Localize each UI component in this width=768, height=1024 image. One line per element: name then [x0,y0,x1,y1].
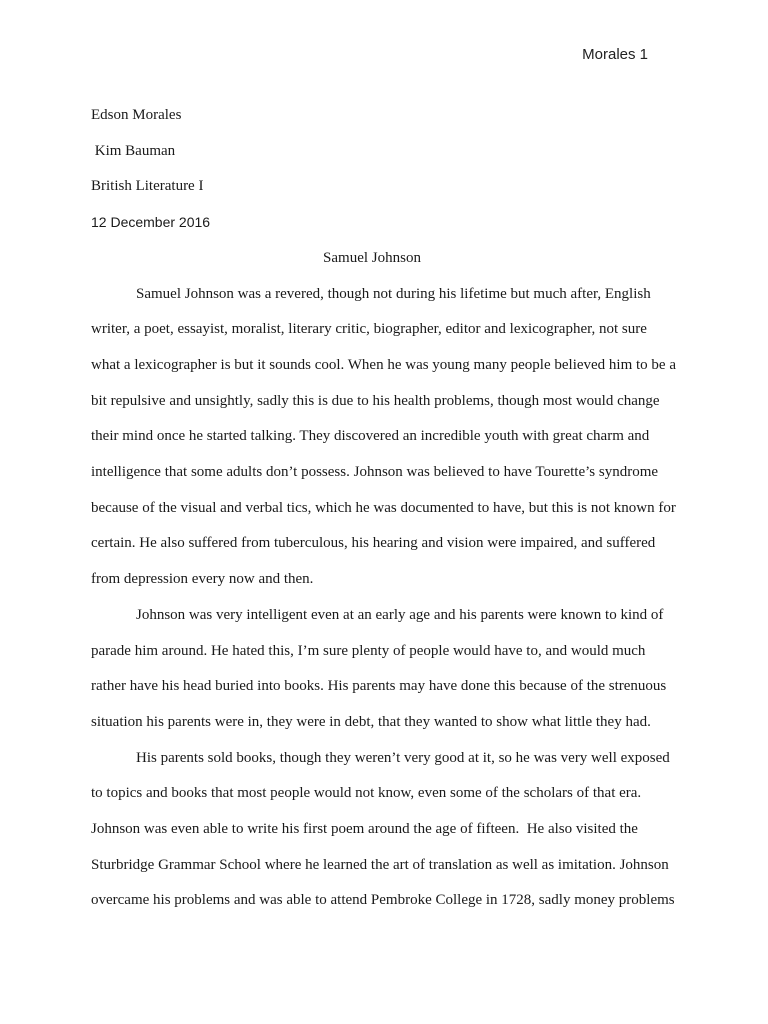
paragraph-line: intelligence that some adults don’t possess. Johnson was believed to have Tourette’s syndrome [91,464,659,481]
paragraph-line: their mind once he started talking. They discovered an incredible youth with great charm and [91,428,650,445]
paragraph-line: Johnson was very intelligent even at an early age and his parents were known to kind of [136,606,664,623]
document-body [91,98,676,919]
running-head: Morales 1 [582,46,648,63]
paragraph-line: parade him around. He hated this, I’m sure plenty of people would have to, and would much [91,642,646,659]
course-name: British Literature I [91,178,204,195]
paragraph-line: what a lexicographer is but it sounds cool. When he was young many people believed him to be a [91,356,676,373]
paragraph-line: bit repulsive and unsightly, sadly this is due to his health problems, though most would change [91,392,660,409]
paragraph-line: writer, a poet, essayist, moralist, literary critic, biographer, editor and lexicographer, not sure [91,321,647,338]
paragraph-line: Samuel Johnson was a revered, though not during his lifetime but much after, English [136,285,651,302]
paragraph-line: rather have his head buried into books. His parents may have done this because of the strenuous [91,678,667,695]
paragraph-line: Sturbridge Grammar School where he learned the art of translation as well as imitation. Johnson [91,856,669,873]
paragraph [91,277,676,598]
student-name: Edson Morales [91,107,182,123]
paragraph-line: His parents sold books, though they weren’t very good at it, so he was very well exposed [136,749,670,766]
paragraph [91,741,675,920]
paragraph-line: situation his parents were in, they were in debt, that they wanted to show what little they had. [91,713,651,730]
paragraph-line: to topics and books that most people would not know, even some of the scholars of that era. [91,785,642,802]
essay-date: 12 December 2016 [91,214,211,231]
essay-title: Samuel Johnson [323,249,421,266]
instructor-name: Kim Bauman [91,142,176,159]
paragraph [91,598,667,741]
paragraph-line: Johnson was even able to write his first poem around the age of fifteen. He also visited the [91,821,638,838]
paragraph-line: overcame his problems and was able to attend Pembroke College in 1728, sadly money problems [91,892,675,909]
paragraph-line: certain. He also suffered from tuberculous, his hearing and vision were impaired, and suffered [91,535,656,552]
paragraph-line: because of the visual and verbal tics, which he was documented to have, but this is not known for [91,499,676,516]
paragraph-line: from depression every now and then. [91,571,314,588]
